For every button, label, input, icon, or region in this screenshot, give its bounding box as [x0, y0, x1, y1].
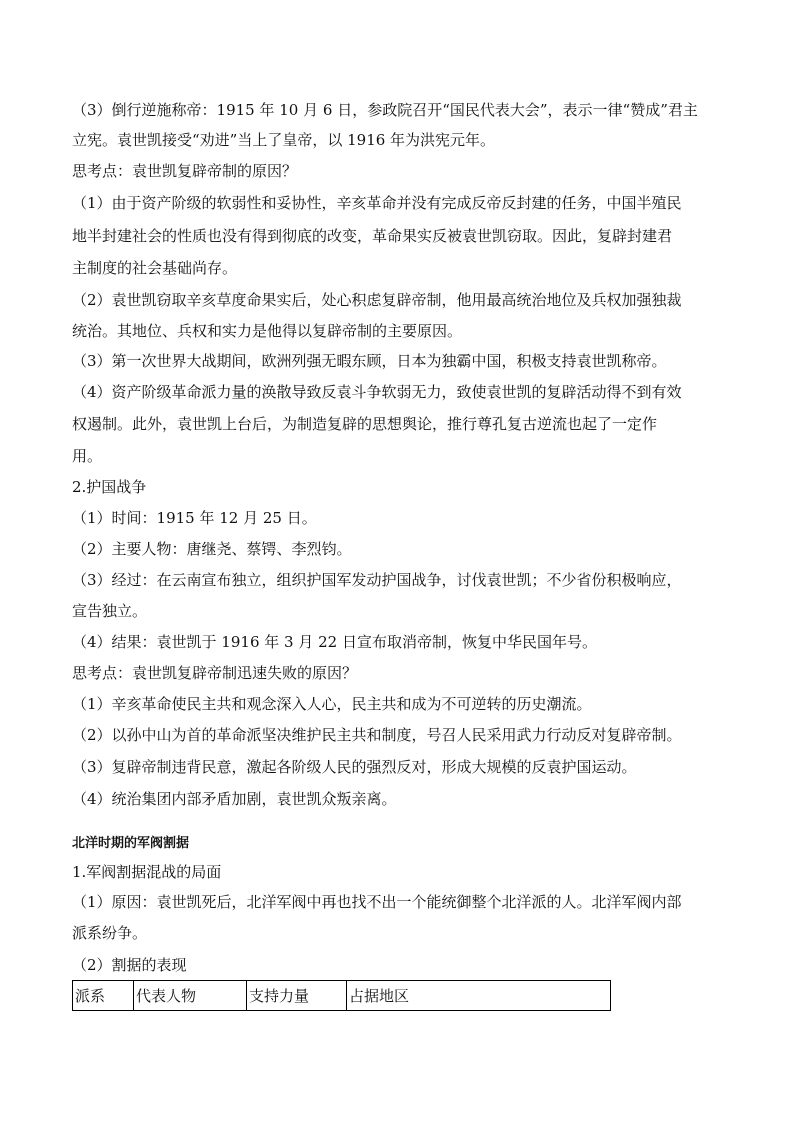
text-line: （2）主要人物：唐继尧、蔡锷、李烈钧。	[72, 540, 352, 558]
table-header-cell: 占据地区	[347, 981, 611, 1011]
subsection-title: 1.军阀割据混战的局面	[72, 863, 222, 881]
text-line: （4）结果：袁世凯于 1916 年 3 月 22 日宣布取消帝制，恢复中华民国年号。	[72, 633, 597, 651]
text-line: （1）时间：1915 年 12 月 25 日。	[72, 509, 317, 527]
text-line: （3）复辟帝制违背民意，激起各阶级人民的强烈反对，形成大规模的反袁护国运动。	[72, 758, 637, 776]
text-line: （4）统治集团内部矛盾加剧，袁世凯众叛亲离。	[72, 790, 397, 808]
text-line: 思考点：袁世凯复辟帝制的原因？	[72, 162, 298, 180]
table-header-row	[73, 981, 611, 1011]
table-header-cell: 代表人物	[134, 981, 247, 1011]
text-line: （2）袁世凯窃取辛亥草度命果实后，处心积虑复辟帝制，他用最高统治地位及兵权加强独裁	[72, 291, 682, 309]
text-line: （2）以孙中山为首的革命派坚决维护民主共和制度，号召人民采用武力行动反对复辟帝制。	[72, 726, 682, 744]
text-line: （1）辛亥革命使民主共和观念深入人心，民主共和成为不可逆转的历史潮流。	[72, 695, 592, 713]
text-line: 宣告独立。	[72, 602, 148, 620]
text-line: 用。	[72, 447, 103, 465]
text-line: 地半封建社会的性质也没有得到彻底的改变，革命果实反被袁世凯窃取。因此，复辟封建君	[72, 227, 673, 245]
warlord-table	[72, 980, 611, 1011]
text-line: （3）倒行逆施称帝：1915 年 10 月 6 日，参政院召开“国民代表大会”，表示一律“赞成”君主	[72, 101, 698, 119]
text-line: 主制度的社会基础尚存。	[72, 259, 238, 277]
text-line: （3）第一次世界大战期间，欧洲列强无暇东顾，日本为独霸中国，积极支持袁世凯称帝。	[72, 352, 667, 370]
text-line: 派系纷争。	[72, 924, 148, 942]
table-header-cell: 支持力量	[247, 981, 347, 1011]
text-line: （1）由于资产阶级的软弱性和妥协性，辛亥革命并没有完成反帝反封建的任务，中国半殖民	[72, 194, 682, 212]
subsection-title: 2.护国战争	[72, 478, 147, 496]
section-heading: 北洋时期的军阀割据	[72, 836, 190, 851]
text-line: 思考点：袁世凯复辟帝制迅速失败的原因？	[72, 664, 358, 682]
text-line: 立宪。袁世凯接受“劝进”当上了皇帝，以 1916 年为洪宪元年。	[72, 131, 496, 149]
text-line: 统治。其地位、兵权和实力是他得以复辟帝制的主要原因。	[72, 322, 463, 340]
table-header-cell: 派系	[73, 981, 134, 1011]
text-line: （4）资产阶级革命派力量的涣散导致反袁斗争软弱无力，致使袁世凯的复辟活动得不到有效	[72, 383, 682, 401]
text-line: （2）割据的表现	[72, 956, 187, 974]
text-line: （3）经过：在云南宣布独立，组织护国军发动护国战争，讨伐袁世凯；不少省份积极响应，	[72, 571, 682, 589]
text-line: （1）原因：袁世凯死后，北洋军阀中再也找不出一个能统御整个北洋派的人。北洋军阀内部	[72, 893, 682, 911]
text-line: 权遏制。此外，袁世凯上台后，为制造复辟的思想舆论，推行尊孔复古逆流也起了一定作	[72, 415, 658, 433]
